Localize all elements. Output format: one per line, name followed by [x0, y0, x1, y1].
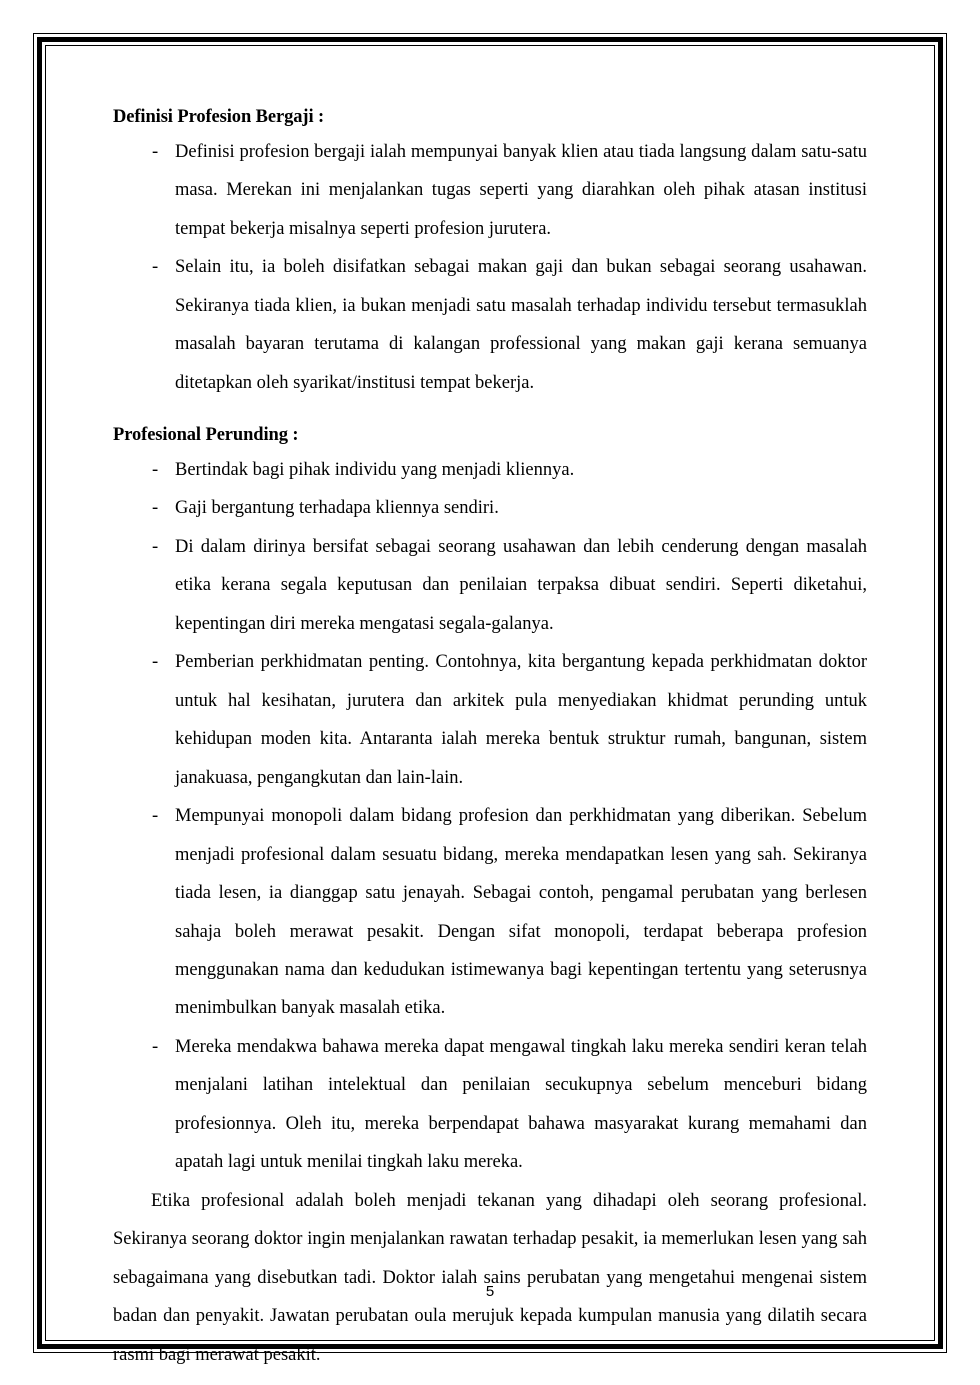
list-item-text: Definisi profesion bergaji ialah mempunyai banyak klien atau tiada langsung dalam satu-satu masa. Merekan ini menjalankan tugas seperti yang diarahkan oleh pihak atasan institusi tempat bekerja misalnya seperti profesion jurutera.	[175, 141, 867, 239]
list-item	[113, 1028, 867, 1182]
bullet-marker: -	[152, 652, 159, 673]
list-item	[113, 133, 867, 248]
section-heading-profesional-perunding: Profesional Perunding :	[113, 425, 299, 446]
list-item	[113, 451, 867, 489]
bullet-marker: -	[152, 459, 159, 480]
section-heading-definisi-profesion-bergaji: Definisi Profesion Bergaji :	[113, 107, 325, 127]
list-item	[113, 643, 867, 797]
bullet-marker: -	[152, 806, 159, 827]
list-item	[113, 248, 867, 402]
bullet-marker: -	[152, 498, 159, 519]
list-item	[113, 797, 867, 1028]
list-item-text: Mempunyai monopoli dalam bidang profesion dan perkhidmatan yang diberikan. Sebelum menjadi profesional dalam sesuatu bidang, mereka mendapatkan lesen yang sah. Sekiranya tiada lesen, ia dianggap satu jenayah. Sebagai contoh, pengamal perubatan yang berlesen sahaja boleh merawat pesakit. Dengan sifat monopoli, terdapat beberapa profesion menggunakan nama dan kedudukan istimewanya bagi kepentingan tertentu yang seterusnya menimbulkan banyak masalah etika.	[175, 806, 867, 1019]
list-item	[113, 489, 867, 527]
list-item-text: Mereka mendakwa bahawa mereka dapat mengawal tingkah laku mereka sendiri keran telah menjalani latihan intelektual dan penilaian secukupnya sebelum menceburi bidang profesionnya. Oleh itu, mereka berpendapat bahawa masyarakat kurang memahami dan apatah lagi untuk menilai tingkah laku mereka.	[175, 1036, 867, 1173]
bullet-marker: -	[152, 1036, 159, 1057]
list-item	[113, 528, 867, 643]
closing-paragraph: Etika profesional adalah boleh menjadi tekanan yang dihadapi oleh seorang profesional. Sekiranya seorang doktor ingin menjalankan rawatan terhadap pesakit, ia memerlukan lesen yang sah sebagaimana yang disebutkan tadi. Doktor ialah sains perubatan yang mengetahui mengenai sistem badan dan penyakit. Jawatan perubatan oula merujuk kepada kumpulan manusia yang dilatih secara rasmi bagi merawat pesakit.	[113, 1190, 867, 1365]
list-item-text: Selain itu, ia boleh disifatkan sebagai makan gaji dan bukan sebagai seorang usahawan. Sekiranya tiada klien, ia bukan menjadi satu masalah terhadap individu tersebut termasuklah masalah bayaran terutama di kalangan professional yang makan gaji kerana semuanya ditetapkan oleh syarikat/institusi tempat bekerja.	[175, 257, 867, 393]
bullet-marker: -	[152, 257, 159, 278]
bullet-list-profesional-perunding	[113, 451, 867, 1182]
page-number: 5	[485, 1283, 495, 1300]
list-item-text: Gaji bergantung terhadapa kliennya sendiri.	[175, 498, 499, 519]
bullet-list-definisi-profesion-bergaji	[113, 133, 867, 402]
list-item-text: Di dalam dirinya bersifat sebagai seorang usahawan dan lebih cenderung dengan masalah etika kerana segala keputusan dan penilaian terpaksa dibuat sendiri. Seperti diketahui, kepentingan diri mereka mengatasi segala-galanya.	[175, 536, 867, 634]
list-item-text: Bertindak bagi pihak individu yang menjadi kliennya.	[175, 459, 575, 480]
document-body	[113, 104, 867, 1374]
bullet-marker: -	[152, 141, 159, 162]
bullet-marker: -	[152, 536, 159, 557]
list-item-text: Pemberian perkhidmatan penting. Contohnya, kita bergantung kepada perkhidmatan doktor untuk hal kesihatan, jurutera dan arkitek pula menyediakan khidmat perunding untuk kehidupan moden kita. Antaranta ialah mereka bentuk struktur rumah, bangunan, sistem janakuasa, pengangkutan dan lain-lain.	[175, 652, 867, 788]
